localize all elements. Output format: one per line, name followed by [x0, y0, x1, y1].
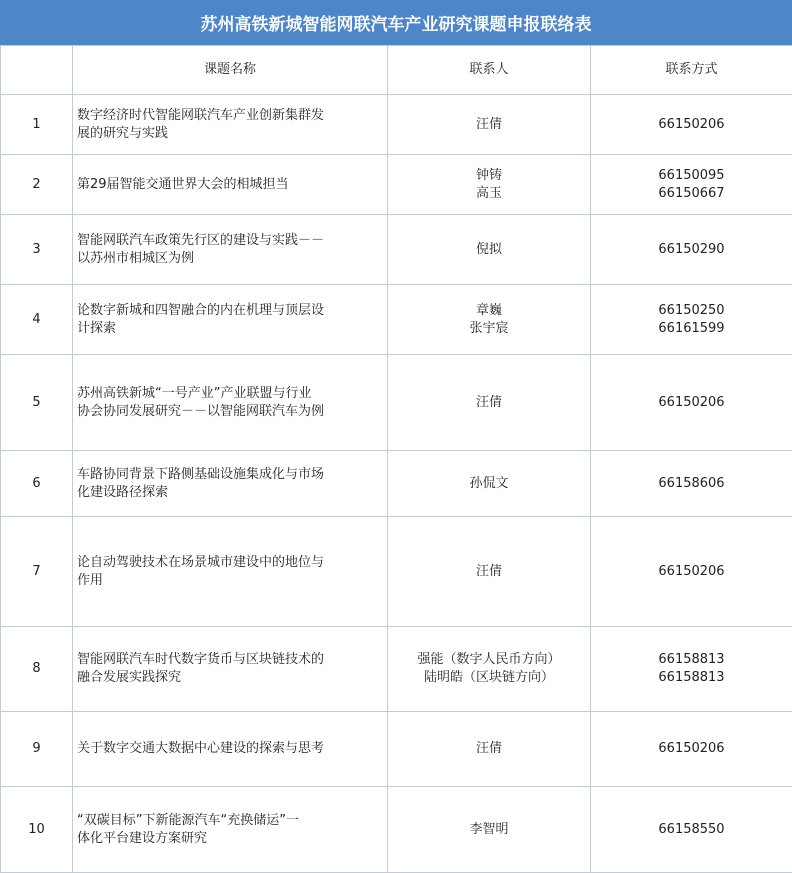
contact-phone: 66158813 — [597, 669, 786, 687]
contact-phone-cell — [591, 155, 792, 215]
header-person: 联系人 — [388, 46, 591, 95]
table-row — [1, 517, 792, 627]
table-row — [1, 285, 792, 355]
contact-phone-cell — [591, 95, 792, 155]
contact-phone: 66150206 — [597, 394, 786, 412]
contact-person-cell — [388, 285, 591, 355]
topic-cell — [73, 355, 388, 451]
header-phone: 联系方式 — [591, 46, 792, 95]
topic-line: 关于数字交通大数据中心建设的探索与思考 — [77, 740, 377, 758]
topic-cell — [73, 787, 388, 873]
contact-phone: 66150667 — [597, 185, 786, 203]
topic-line: 以苏州市相城区为例 — [77, 250, 377, 268]
topic-cell — [73, 215, 388, 285]
contact-person: 汪倩 — [394, 563, 584, 581]
topic-line: 论数字新城和四智融合的内在机理与顶层设 — [77, 302, 377, 320]
contact-person: 章巍 — [394, 302, 584, 320]
topic-line: 作用 — [77, 572, 377, 590]
topic-line: 数字经济时代智能网联汽车产业创新集群发 — [77, 107, 377, 125]
row-number: 2 — [1, 155, 73, 215]
topic-line: 车路协同背景下路侧基础设施集成化与市场 — [77, 466, 377, 484]
topic-cell — [73, 517, 388, 627]
contact-person-cell — [388, 95, 591, 155]
contact-person: 张宇宸 — [394, 320, 584, 338]
table-title: 苏州高铁新城智能网联汽车产业研究课题申报联络表 — [0, 0, 792, 45]
table-body — [1, 95, 792, 873]
contact-phone-cell — [591, 627, 792, 712]
contact-phone-cell — [591, 517, 792, 627]
contact-person-cell — [388, 517, 591, 627]
contact-phone-cell — [591, 215, 792, 285]
topic-line: 协会协同发展研究－－以智能网联汽车为例 — [77, 403, 377, 421]
table-row — [1, 712, 792, 787]
contact-person: 倪拟 — [394, 241, 584, 259]
contact-person-cell — [388, 355, 591, 451]
contact-phone: 66158550 — [597, 821, 786, 839]
header-row — [1, 46, 792, 95]
contact-person-cell — [388, 451, 591, 517]
contact-phone: 66150206 — [597, 563, 786, 581]
contact-table — [0, 45, 792, 873]
contact-person-cell — [388, 712, 591, 787]
row-number: 4 — [1, 285, 73, 355]
row-number: 9 — [1, 712, 73, 787]
topic-line: 化建设路径探索 — [77, 484, 377, 502]
contact-phone: 66158606 — [597, 475, 786, 493]
contact-phone: 66150290 — [597, 241, 786, 259]
contact-person-cell — [388, 215, 591, 285]
topic-line: 计探索 — [77, 320, 377, 338]
topic-line: 展的研究与实践 — [77, 125, 377, 143]
topic-line: 论自动驾驶技术在场景城市建设中的地位与 — [77, 554, 377, 572]
contact-phone-cell — [591, 451, 792, 517]
topic-line: “双碳目标”下新能源汽车“充换储运”一 — [77, 812, 377, 830]
table-row — [1, 215, 792, 285]
topic-cell — [73, 627, 388, 712]
topic-line: 体化平台建设方案研究 — [77, 830, 377, 848]
row-number: 10 — [1, 787, 73, 873]
contact-person-cell — [388, 787, 591, 873]
contact-person: 汪倩 — [394, 116, 584, 134]
contact-person: 强能（数字人民币方向） — [394, 651, 584, 669]
contact-phone: 66150250 — [597, 302, 786, 320]
contact-phone: 66158813 — [597, 651, 786, 669]
row-number: 3 — [1, 215, 73, 285]
header-topic: 课题名称 — [73, 46, 388, 95]
contact-phone: 66161599 — [597, 320, 786, 338]
topic-line: 融合发展实践探究 — [77, 669, 377, 687]
row-number: 5 — [1, 355, 73, 451]
topic-cell — [73, 712, 388, 787]
topic-cell — [73, 451, 388, 517]
table-row — [1, 95, 792, 155]
contact-phone-cell — [591, 285, 792, 355]
topic-line: 智能网联汽车政策先行区的建设与实践－－ — [77, 232, 377, 250]
topic-line: 第29届智能交通世界大会的相城担当 — [77, 176, 377, 194]
topic-line: 苏州高铁新城“一号产业”产业联盟与行业 — [77, 385, 377, 403]
row-number: 6 — [1, 451, 73, 517]
contact-phone-cell — [591, 712, 792, 787]
topic-cell — [73, 285, 388, 355]
table-row — [1, 787, 792, 873]
contact-phone: 66150206 — [597, 740, 786, 758]
contact-phone-cell — [591, 787, 792, 873]
header-no — [1, 46, 73, 95]
contact-person: 汪倩 — [394, 740, 584, 758]
row-number: 8 — [1, 627, 73, 712]
contact-person: 高玉 — [394, 185, 584, 203]
contact-phone: 66150095 — [597, 167, 786, 185]
table-row — [1, 155, 792, 215]
row-number: 7 — [1, 517, 73, 627]
topic-cell — [73, 155, 388, 215]
table-row — [1, 627, 792, 712]
contact-phone-cell — [591, 355, 792, 451]
topic-cell — [73, 95, 388, 155]
contact-person: 汪倩 — [394, 394, 584, 412]
contact-person-cell — [388, 627, 591, 712]
contact-phone: 66150206 — [597, 116, 786, 134]
row-number: 1 — [1, 95, 73, 155]
contact-person: 陆明皓（区块链方向） — [394, 669, 584, 687]
contact-person-cell — [388, 155, 591, 215]
contact-person: 钟铸 — [394, 167, 584, 185]
topic-line: 智能网联汽车时代数字货币与区块链技术的 — [77, 651, 377, 669]
contact-person: 李智明 — [394, 821, 584, 839]
contact-person: 孙侃文 — [394, 475, 584, 493]
table-row — [1, 451, 792, 517]
table-row — [1, 355, 792, 451]
